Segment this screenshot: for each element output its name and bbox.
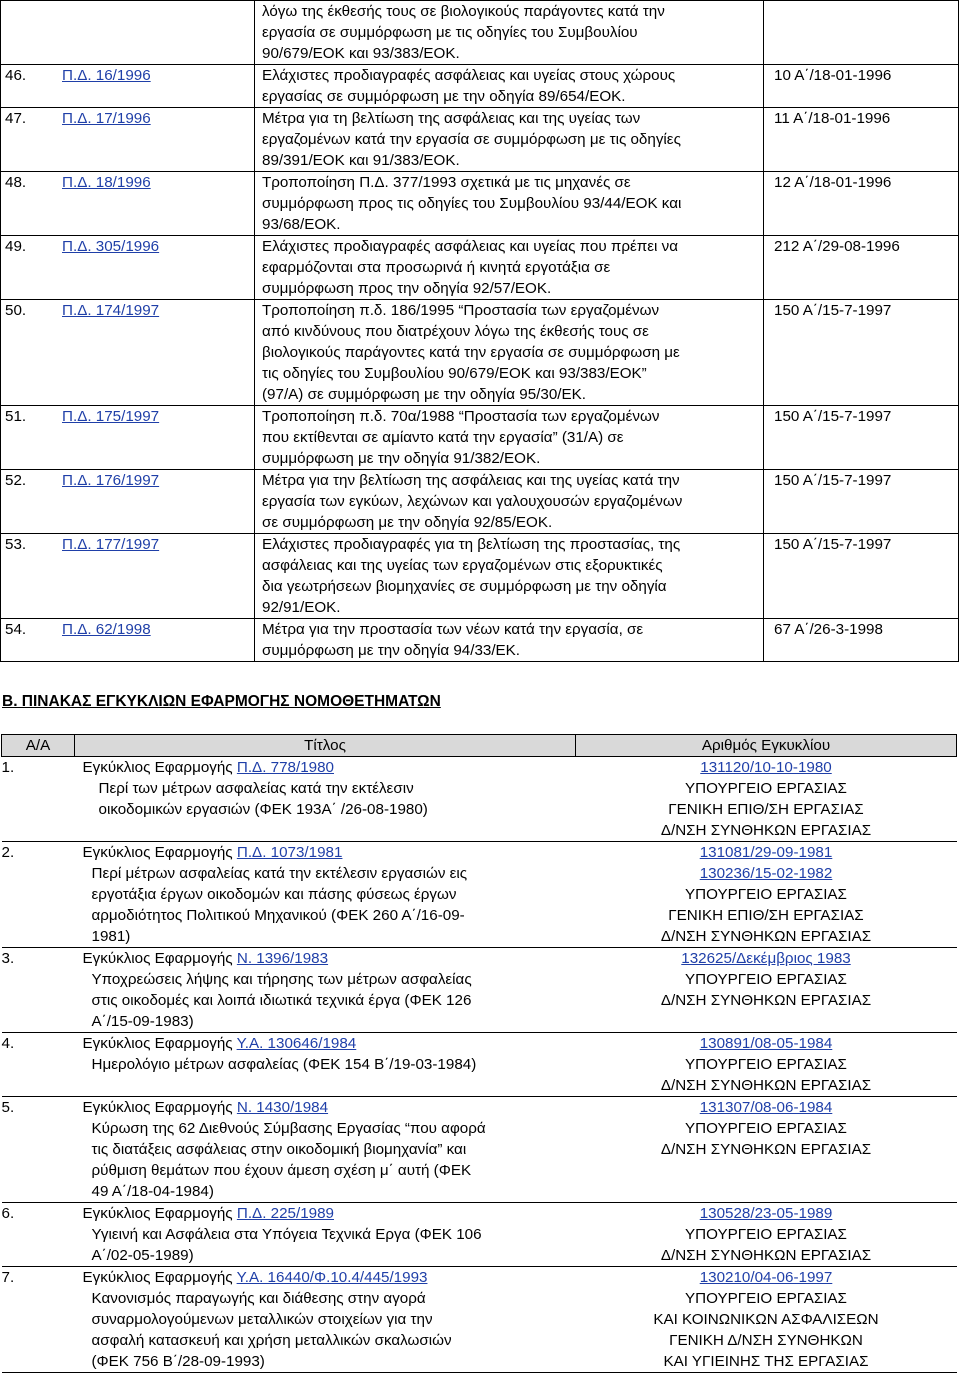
circular-row bbox=[2, 1033, 957, 1097]
circular-prefix: Εγκύκλιος Εφαρμογής bbox=[82, 1269, 237, 1286]
row-fek-cell bbox=[764, 300, 959, 406]
row-fek-cell bbox=[764, 534, 959, 619]
title-line: Τροποποίηση π.δ. 70α/1988 “Προστασία των εργαζομένων bbox=[262, 408, 660, 425]
issuing-authority-line: ΥΠΟΥΡΓΕΙΟ ΕΡΓΑΣΙΑΣ bbox=[685, 971, 847, 988]
title-line: βιολογικούς παράγοντες κατά την εργασία σε συμμόρφωση με bbox=[262, 344, 680, 361]
row-title-cell bbox=[255, 534, 764, 619]
row-number: 53. bbox=[5, 536, 27, 553]
law-link[interactable]: Ν. 1396/1983 bbox=[236, 950, 329, 967]
circular-title-line: συναρμολογούμενων μεταλλικών στοιχείων για την bbox=[91, 1311, 433, 1328]
title-line: εργασία σε συμμόρφωση με τις οδηγίες του Συμβουλίου bbox=[262, 24, 638, 41]
fek-reference: 150 Α΄/15-7-1997 bbox=[774, 302, 892, 319]
law-link[interactable]: Π.Δ. 1073/1981 bbox=[236, 844, 343, 861]
table-row bbox=[1, 300, 959, 406]
circular-number-cell bbox=[576, 842, 957, 948]
row-fek-cell bbox=[764, 619, 959, 662]
circulars-table bbox=[1, 734, 957, 1373]
circular-title-line: Υποχρεώσεις λήψης και τήρησης των μέτρων ασφαλείας bbox=[91, 971, 472, 988]
row-fek-cell bbox=[764, 65, 959, 108]
circular-number-cell bbox=[576, 1033, 957, 1097]
row-title-cell bbox=[255, 236, 764, 300]
title-line: 92/91/ΕΟΚ. bbox=[262, 599, 341, 616]
row-number-cell bbox=[1, 470, 255, 534]
circular-number-link[interactable]: 132625/Δεκέμβριος 1983 bbox=[681, 950, 851, 967]
circular-title-line: 49 Α΄/18-04-1984) bbox=[91, 1183, 214, 1200]
circular-number-link[interactable]: 130210/04-06-1997 bbox=[699, 1269, 833, 1286]
circular-title-cell bbox=[2, 1203, 576, 1267]
circular-title-cell bbox=[2, 1267, 576, 1373]
row-number: 49. bbox=[5, 238, 27, 255]
circular-title-line: στις οικοδομές και λοιπά ιδιωτικά τεχνικά έργα (ΦΕΚ 126 bbox=[91, 992, 472, 1009]
fek-reference: 11 Α΄/18-01-1996 bbox=[774, 110, 891, 127]
issuing-authority-line: Δ/ΝΣΗ ΣΥΝΘΗΚΩΝ ΕΡΓΑΣΙΑΣ bbox=[660, 1247, 872, 1264]
row-number-cell bbox=[1, 172, 255, 236]
table-row bbox=[1, 619, 959, 662]
title-line: συμμόρφωση με την οδηγία 94/33/ΕΚ. bbox=[262, 642, 521, 659]
title-line: Ελάχιστες προδιαγραφές για τη βελτίωση της προστασίας, της bbox=[262, 536, 681, 553]
circular-title-cell bbox=[2, 1097, 576, 1203]
row-fek-cell bbox=[764, 1, 959, 65]
circular-title-line: Περί των μέτρων ασφαλείας κατά την εκτέλεσιν bbox=[98, 780, 414, 797]
fek-reference: 12 Α΄/18-01-1996 bbox=[774, 174, 892, 191]
row-title-cell bbox=[255, 1, 764, 65]
circular-title-line: Α΄/02-05-1989) bbox=[91, 1247, 194, 1264]
row-number: 46. bbox=[5, 67, 27, 84]
decree-link[interactable]: Π.Δ. 17/1996 bbox=[62, 110, 151, 127]
circular-number-link[interactable]: 131120/10-10-1980 bbox=[700, 759, 832, 776]
title-line: συμμόρφωση προς τις οδηγίες του Συμβουλίου 93/44/ΕΟΚ και bbox=[262, 195, 682, 212]
row-title-cell bbox=[255, 300, 764, 406]
row-fek-cell bbox=[764, 406, 959, 470]
circular-index: 1. bbox=[1, 759, 15, 776]
header-index: Α/Α bbox=[2, 735, 75, 757]
circular-title-line: Ημερολόγιο μέτρων ασφαλείας (ΦΕΚ 154 Β΄/19-03-1984) bbox=[91, 1056, 477, 1073]
circular-title-line: Α΄/15-09-1983) bbox=[91, 1013, 194, 1030]
circular-title-head bbox=[2, 757, 576, 778]
table-row bbox=[1, 1, 959, 65]
circular-index: 4. bbox=[1, 1035, 15, 1052]
title-line: ασφάλειας και της υγείας των εργαζομένων στις εξορυκτικές bbox=[262, 557, 663, 574]
fek-reference: 150 Α΄/15-7-1997 bbox=[774, 472, 892, 489]
circular-title-line: Κύρωση της 62 Διεθνούς Σύμβασης Εργασίας “που αφορά bbox=[91, 1120, 486, 1137]
row-fek-cell bbox=[764, 172, 959, 236]
fek-reference: 150 Α΄/15-7-1997 bbox=[774, 536, 892, 553]
row-number-cell bbox=[1, 1, 255, 65]
circular-prefix: Εγκύκλιος Εφαρμογής bbox=[82, 1035, 237, 1052]
circular-title-line: οικοδομικών εργασιών (ΦΕΚ 193Α΄ /26-08-1980) bbox=[98, 801, 428, 818]
row-fek-cell bbox=[764, 236, 959, 300]
issuing-authority-line: Δ/ΝΣΗ ΣΥΝΘΗΚΩΝ ΕΡΓΑΣΙΑΣ bbox=[660, 1077, 872, 1094]
circular-title-cell bbox=[2, 757, 576, 842]
title-line: συμμόρφωση με την οδηγία 91/382/ΕΟΚ. bbox=[262, 450, 541, 467]
title-line: Ελάχιστες προδιαγραφές ασφάλειας και υγείας που πρέπει να bbox=[262, 238, 678, 255]
legislation-table-body bbox=[1, 1, 959, 662]
row-title-cell bbox=[255, 406, 764, 470]
law-link[interactable]: Π.Δ. 225/1989 bbox=[236, 1205, 334, 1222]
title-line: εργαζομένων κατά την εργασία σε συμμόρφωση με τις οδηγίες bbox=[262, 131, 681, 148]
decree-link[interactable]: Π.Δ. 174/1997 bbox=[62, 302, 160, 319]
circular-title-cell bbox=[2, 1033, 576, 1097]
circular-index: 3. bbox=[1, 950, 15, 967]
circular-title-head bbox=[2, 948, 576, 969]
row-title-cell bbox=[255, 108, 764, 172]
circular-title-line: εργοτάξια έργων οικοδομών και πάσης φύσεως έργων bbox=[91, 886, 457, 903]
circular-title-line: ασφαλή κατασκευή και χρήση μεταλλικών σκαλωσιών bbox=[91, 1332, 452, 1349]
issuing-authority-line: ΥΠΟΥΡΓΕΙΟ ΕΡΓΑΣΙΑΣ bbox=[685, 1290, 847, 1307]
circular-index: 7. bbox=[1, 1269, 15, 1286]
decree-link[interactable]: Π.Δ. 16/1996 bbox=[62, 67, 151, 84]
circular-row bbox=[2, 948, 957, 1033]
issuing-authority-line: Δ/ΝΣΗ ΣΥΝΘΗΚΩΝ ΕΡΓΑΣΙΑΣ bbox=[660, 1141, 872, 1158]
circular-number-cell bbox=[576, 948, 957, 1033]
circular-row bbox=[2, 1097, 957, 1203]
row-number: 51. bbox=[5, 408, 27, 425]
law-link[interactable]: Υ.Α. 130646/1984 bbox=[236, 1035, 357, 1052]
circular-title-head bbox=[2, 1203, 576, 1224]
issuing-authority-line: Δ/ΝΣΗ ΣΥΝΘΗΚΩΝ ΕΡΓΑΣΙΑΣ bbox=[660, 928, 872, 945]
row-number-cell bbox=[1, 300, 255, 406]
row-number: 50. bbox=[5, 302, 27, 319]
law-link[interactable]: Υ.Α. 16440/Φ.10.4/445/1993 bbox=[236, 1269, 428, 1286]
law-link[interactable]: Ν. 1430/1984 bbox=[236, 1099, 329, 1116]
circular-number-cell bbox=[576, 1097, 957, 1203]
table-row bbox=[1, 108, 959, 172]
table-row bbox=[1, 406, 959, 470]
circular-number-link[interactable]: 130528/23-05-1989 bbox=[699, 1205, 833, 1222]
title-line: τις οδηγίες του Συμβουλίου 90/679/ΕΟΚ και 93/383/ΕΟΚ” bbox=[262, 365, 647, 382]
circular-index: 5. bbox=[1, 1099, 15, 1116]
circular-index: 6. bbox=[1, 1205, 15, 1222]
title-line: Ελάχιστες προδιαγραφές ασφάλειας και υγείας στους χώρους bbox=[262, 67, 676, 84]
title-line: 89/391/ΕΟΚ και 91/383/ΕΟΚ. bbox=[262, 152, 460, 169]
title-line: 90/679/ΕΟΚ και 93/383/ΕΟΚ. bbox=[262, 45, 460, 62]
table-row bbox=[1, 65, 959, 108]
legislation-table bbox=[0, 0, 959, 662]
row-fek-cell bbox=[764, 470, 959, 534]
row-number-cell bbox=[1, 619, 255, 662]
circular-title-line: Κανονισμός παραγωγής και διάθεσης στην αγορά bbox=[91, 1290, 426, 1307]
law-link[interactable]: Π.Δ. 778/1980 bbox=[236, 759, 334, 776]
decree-link[interactable]: Π.Δ. 176/1997 bbox=[62, 472, 160, 489]
title-line: που εκτίθενται σε αμίαντο κατά την εργασία” (31/Α) σε bbox=[262, 429, 624, 446]
circular-title-line: ρύθμιση θεμάτων που έχουν άμεση σχέση μ΄ αυτή (ΦΕΚ bbox=[91, 1162, 472, 1179]
table-row bbox=[1, 470, 959, 534]
circular-title-head bbox=[2, 842, 576, 863]
circular-prefix: Εγκύκλιος Εφαρμογής bbox=[82, 950, 237, 967]
circular-number-link[interactable]: 130236/15-02-1982 bbox=[699, 865, 833, 882]
issuing-authority-line: ΚΑΙ ΥΓΙΕΙΝΗΣ ΤΗΣ ΕΡΓΑΣΙΑΣ bbox=[663, 1353, 869, 1370]
fek-reference: 10 Α΄/18-01-1996 bbox=[774, 67, 892, 84]
decree-link[interactable]: Π.Δ. 305/1996 bbox=[62, 238, 160, 255]
issuing-authority-line: ΥΠΟΥΡΓΕΙΟ ΕΡΓΑΣΙΑΣ bbox=[685, 1120, 847, 1137]
circular-title-line: αρμοδιότητος Πολιτικού Μηχανικού (ΦΕΚ 260 Α΄/16-09- bbox=[91, 907, 465, 924]
row-number: 47. bbox=[5, 110, 27, 127]
header-title: Τίτλος bbox=[75, 735, 576, 757]
circular-number-cell bbox=[576, 757, 957, 842]
circular-row bbox=[2, 1267, 957, 1373]
title-line: εφαρμόζονται στα προσωρινά ή κινητά εργοτάξια σε bbox=[262, 259, 611, 276]
fek-reference: 67 Α΄/26-3-1998 bbox=[774, 621, 883, 638]
circular-title-line: τις διατάξεις ασφάλειας στην οικοδομική βιομηχανία” και bbox=[91, 1141, 467, 1158]
row-number-cell bbox=[1, 534, 255, 619]
title-line: (97/Α) σε συμμόρφωση με την οδηγία 95/30/ΕΚ. bbox=[262, 386, 586, 403]
circular-prefix: Εγκύκλιος Εφαρμογής bbox=[82, 1205, 237, 1222]
circular-number-link[interactable]: 130891/08-05-1984 bbox=[699, 1035, 833, 1052]
decree-link[interactable]: Π.Δ. 177/1997 bbox=[62, 536, 160, 553]
circular-row bbox=[2, 842, 957, 948]
title-line: 93/68/ΕΟΚ. bbox=[262, 216, 341, 233]
row-fek-cell bbox=[764, 108, 959, 172]
circular-row bbox=[2, 757, 957, 842]
issuing-authority-line: ΓΕΝΙΚΗ ΕΠΙΘ/ΣΗ ΕΡΓΑΣΙΑΣ bbox=[668, 907, 864, 924]
title-line: λόγω της έκθεσής τους σε βιολογικούς παράγοντες κατά την bbox=[262, 3, 665, 20]
circular-index: 2. bbox=[1, 844, 15, 861]
circular-title-line: Περί μέτρων ασφαλείας κατά την εκτέλεσιν εργασιών εις bbox=[91, 865, 468, 882]
title-line: δια γεωτρήσεων βιομηχανίες σε συμμόρφωση με την οδηγία bbox=[262, 578, 667, 595]
table-row bbox=[1, 172, 959, 236]
circular-title-line: 1981) bbox=[91, 928, 131, 945]
title-line: σε συμμόρφωση με την οδηγία 92/85/ΕΟΚ. bbox=[262, 514, 553, 531]
title-line: εργασίας σε συμμόρφωση με την οδηγία 89/654/ΕΟΚ. bbox=[262, 88, 626, 105]
circular-number-link[interactable]: 131081/29-09-1981 bbox=[699, 844, 833, 861]
circulars-header-row bbox=[2, 735, 957, 757]
row-title-cell bbox=[255, 470, 764, 534]
title-line: εργασία των εγκύων, λεχώνων και γαλουχουσών εργαζομένων bbox=[262, 493, 683, 510]
title-line: Τροποποίηση π.δ. 186/1995 “Προστασία των εργαζομένων bbox=[262, 302, 660, 319]
circular-number-cell bbox=[576, 1203, 957, 1267]
row-number: 54. bbox=[5, 621, 27, 638]
row-title-cell bbox=[255, 65, 764, 108]
issuing-authority-line: ΓΕΝΙΚΗ Δ/ΝΣΗ ΣΥΝΘΗΚΩΝ bbox=[669, 1332, 863, 1349]
decree-link[interactable]: Π.Δ. 18/1996 bbox=[62, 174, 151, 191]
title-line: από κινδύνους που διατρέχουν λόγω της έκθεσής τους σε bbox=[262, 323, 649, 340]
circular-title-line: Υγιεινή και Ασφάλεια στα Υπόγεια Τεχνικά Εργα (ΦΕΚ 106 bbox=[91, 1226, 482, 1243]
issuing-authority-line: Δ/ΝΣΗ ΣΥΝΘΗΚΩΝ ΕΡΓΑΣΙΑΣ bbox=[660, 822, 872, 839]
row-number-cell bbox=[1, 406, 255, 470]
issuing-authority-line: ΓΕΝΙΚΗ ΕΠΙΘ/ΣΗ ΕΡΓΑΣΙΑΣ bbox=[668, 801, 864, 818]
decree-link[interactable]: Π.Δ. 62/1998 bbox=[62, 621, 151, 638]
row-number: 52. bbox=[5, 472, 27, 489]
issuing-authority-line: ΥΠΟΥΡΓΕΙΟ ΕΡΓΑΣΙΑΣ bbox=[685, 1056, 847, 1073]
fek-reference: 212 Α΄/29-08-1996 bbox=[774, 238, 900, 255]
row-number: 48. bbox=[5, 174, 27, 191]
title-line: Μέτρα για την προστασία των νέων κατά την εργασία, σε bbox=[262, 621, 644, 638]
circular-title-cell bbox=[2, 948, 576, 1033]
row-title-cell bbox=[255, 619, 764, 662]
circulars-table-body bbox=[2, 757, 957, 1373]
circular-number-cell bbox=[576, 1267, 957, 1373]
title-line: Μέτρα για τη βελτίωση της ασφάλειας και της υγείας των bbox=[262, 110, 641, 127]
issuing-authority-line: ΥΠΟΥΡΓΕΙΟ ΕΡΓΑΣΙΑΣ bbox=[685, 780, 847, 797]
section-b-heading: Β. ΠΙΝΑΚΑΣ ΕΓΚΥΚΛΙΩΝ ΕΦΑΡΜΟΓΗΣ ΝΟΜΟΘΕΤΗΜΑΤΩΝ bbox=[2, 693, 441, 710]
header-circular-number: Αριθμός Εγκυκλίου bbox=[576, 735, 957, 757]
circular-number-link[interactable]: 131307/08-06-1984 bbox=[699, 1099, 833, 1116]
decree-link[interactable]: Π.Δ. 175/1997 bbox=[62, 408, 160, 425]
issuing-authority-line: ΥΠΟΥΡΓΕΙΟ ΕΡΓΑΣΙΑΣ bbox=[685, 886, 847, 903]
issuing-authority-line: ΚΑΙ ΚΟΙΝΩΝΙΚΩΝ ΑΣΦΑΛΙΣΕΩΝ bbox=[653, 1311, 879, 1328]
circular-prefix: Εγκύκλιος Εφαρμογής bbox=[82, 759, 237, 776]
table-row bbox=[1, 236, 959, 300]
title-line: Τροποποίηση Π.Δ. 377/1993 σχετικά με τις μηχανές σε bbox=[262, 174, 631, 191]
title-line: συμμόρφωση προς την οδηγία 92/57/ΕΟΚ. bbox=[262, 280, 552, 297]
row-title-cell bbox=[255, 172, 764, 236]
row-number-cell bbox=[1, 108, 255, 172]
circular-title-line: (ΦΕΚ 756 Β΄/28-09-1993) bbox=[91, 1353, 265, 1370]
issuing-authority-line: ΥΠΟΥΡΓΕΙΟ ΕΡΓΑΣΙΑΣ bbox=[685, 1226, 847, 1243]
circular-title-cell bbox=[2, 842, 576, 948]
circular-title-head bbox=[2, 1097, 576, 1118]
title-line: Μέτρα για την βελτίωση της ασφάλειας και της υγείας κατά την bbox=[262, 472, 680, 489]
row-number-cell bbox=[1, 236, 255, 300]
circular-row bbox=[2, 1203, 957, 1267]
circular-title-head bbox=[2, 1267, 576, 1288]
issuing-authority-line: Δ/ΝΣΗ ΣΥΝΘΗΚΩΝ ΕΡΓΑΣΙΑΣ bbox=[660, 992, 872, 1009]
circular-prefix: Εγκύκλιος Εφαρμογής bbox=[82, 1099, 237, 1116]
circular-title-head bbox=[2, 1033, 576, 1054]
fek-reference: 150 Α΄/15-7-1997 bbox=[774, 408, 892, 425]
row-number-cell bbox=[1, 65, 255, 108]
table-row bbox=[1, 534, 959, 619]
circular-prefix: Εγκύκλιος Εφαρμογής bbox=[82, 844, 237, 861]
